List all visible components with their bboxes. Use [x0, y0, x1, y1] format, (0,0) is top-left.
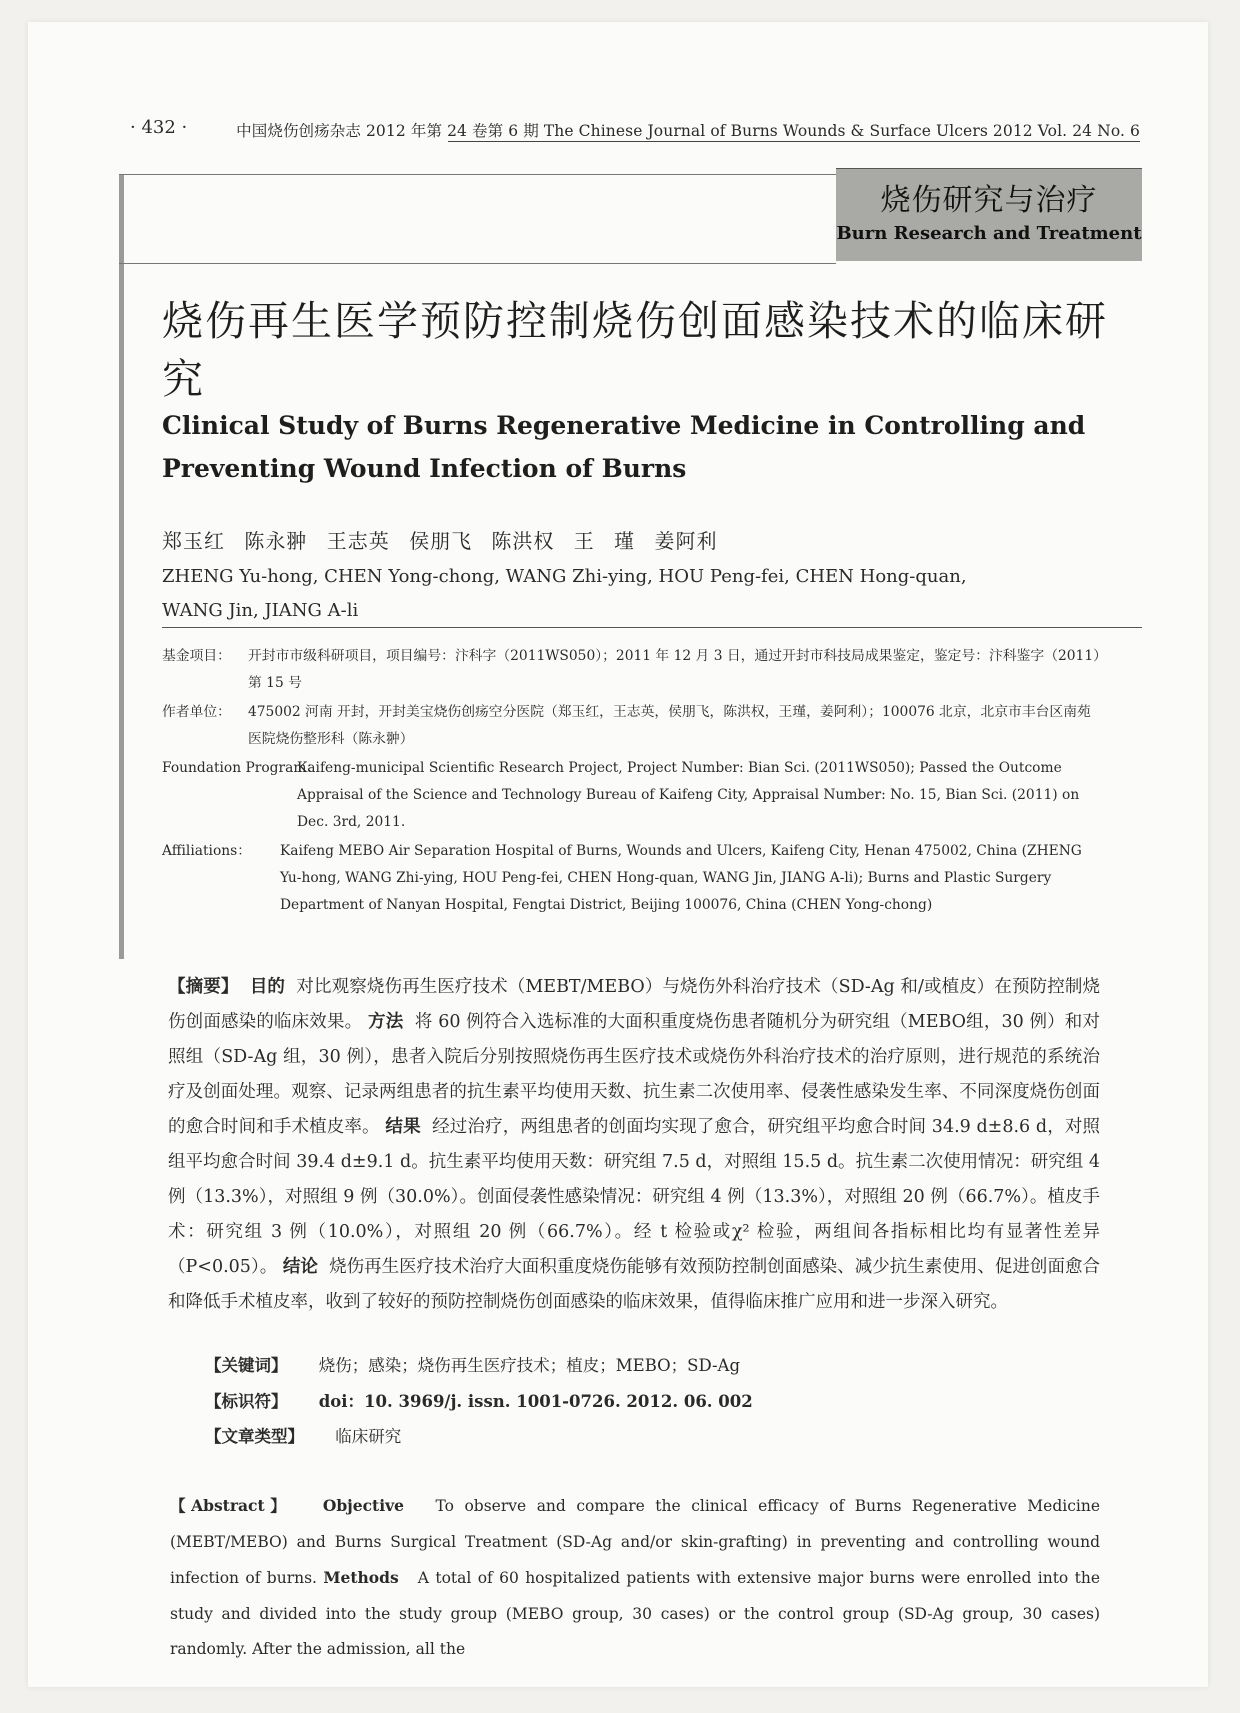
objective-zh-label: 目的	[249, 977, 286, 997]
objective-zh-text: 对比观察烧伤再生医疗技术（MEBT/MEBO）与烧伤外科治疗技术（SD-Ag 和/或植皮）在预防控制烧伤创面感染的临床效果。	[168, 977, 1100, 1032]
unit-label: 作者单位：	[162, 704, 231, 720]
objective-en-text: To observe and compare the clinical efficacy of Burns Regenerative Medicine (MEBT/MEBO) and Burns Surgical Treatment (SD-Ag and/or skin-grafting) in preventing and controlling wound infection of burns.	[170, 1497, 1100, 1587]
abstract-zh	[168, 970, 1100, 1320]
section-title-en: Burn Research and Treatment	[836, 223, 1142, 244]
article-type-value: 临床研究	[335, 1427, 402, 1446]
foundation-block	[162, 755, 1102, 836]
conclusion-zh-text: 烧伤再生医疗技术治疗大面积重度烧伤能够有效预防控制创面感染、减少抗生素使用、促进创面愈合和降低手术植皮率，收到了较好的预防控制烧伤创面感染的临床效果，值得临床推广应用和进一步深入研究。	[168, 1257, 1100, 1312]
journal-line: 中国烧伤创疡杂志 2012 年第 24 卷第 6 期 The Chinese Journal of Burns Wounds & Surface Ulcers 2012 Vol. 24 No. 6	[236, 122, 1140, 140]
results-zh-label: 结果	[385, 1117, 421, 1137]
unit-block	[162, 699, 1102, 753]
article-type-line	[205, 1423, 401, 1447]
methods-zh-label: 方法	[368, 1012, 404, 1032]
methods-en-label: Methods	[323, 1568, 399, 1587]
header-rule	[448, 141, 1140, 142]
fund-label: 基金项目：	[162, 648, 231, 664]
results-zh-text: 经过治疗，两组患者的创面均实现了愈合，研究组平均愈合时间 34.9 d±8.6 d，对照组平均愈合时间 39.4 d±9.1 d。抗生素平均使用天数：研究组 7.5 d，对照组 15.5 d。抗生素二次使用情况：研究组 4 例（13.3%），对照组 9 例（30.0%）。创面侵袭性感染情况：研究组 4 例（13.3%），对照组 20 例（66.7%）。植皮手术：研究组 3 例（10.0%），对照组 20 例（66.7%）。经 t 检验或χ² 检验，两组间各指标相比均有显著性差异（P<0.05）。	[168, 1117, 1101, 1277]
affiliation-block	[162, 838, 1102, 919]
running-header	[130, 117, 1140, 143]
objective-en-label: Objective	[322, 1496, 404, 1515]
foundation-label: Foundation Program：	[162, 760, 321, 776]
affiliation-text: Kaifeng MEBO Air Separation Hospital of Burns, Wounds and Ulcers, Kaifeng City, Henan 475002, China (ZHENG Yu-hong, WANG Zhi-ying, HOU Peng-fei, CHEN Hong-quan, WANG Jin, JIANG A-li); Burns and Plastic Surgery Department of Nanyan Hospital, Fengtai District, Beijing 100076, China (CHEN Yong-chong)	[280, 843, 1082, 913]
section-title-zh: 烧伤研究与治疗	[880, 183, 1098, 218]
unit-text: 475002 河南 开封，开封美宝烧伤创疡空分医院（郑玉红，王志英，侯朋飞，陈洪权，王瑾，姜阿利）；100076 北京，北京市丰台区南苑医院烧伤整形科（陈永翀）	[248, 704, 1091, 747]
keywords-line	[205, 1352, 740, 1376]
abstract-en	[170, 1488, 1100, 1668]
keywords-value: 烧伤；感染；烧伤再生医疗技术；植皮；MEBO；SD-Ag	[318, 1356, 741, 1375]
identifier-line	[205, 1388, 753, 1412]
page-number: · 432 ·	[130, 117, 188, 138]
article-type-label: 【文章类型】	[205, 1427, 304, 1446]
section-box	[836, 168, 1142, 261]
affiliation-label: Affiliations：	[162, 843, 252, 859]
fund-text: 开封市市级科研项目，项目编号：汴科字（2011WS050）；2011 年 12 月 3 日，通过开封市科技局成果鉴定，鉴定号：汴科鉴字（2011）第 15 号	[248, 648, 1101, 691]
article-title-zh: 烧伤再生医学预防控制烧伤创面感染技术的临床研究	[162, 297, 1108, 403]
methods-zh-text: 将 60 例符合入选标准的大面积重度烧伤患者随机分为研究组（MEBO组，30 例）和对照组（SD-Ag 组，30 例），患者入院后分别按照烧伤再生医疗技术或烧伤外科治疗技术的治疗原则，进行规范的系统治疗及创面处理。观察、记录两组患者的抗生素平均使用天数、抗生素二次使用率、侵袭性感染发生率、不同深度烧伤创面的愈合时间和手术植皮率。	[168, 1012, 1100, 1137]
conclusion-zh-label: 结论	[282, 1257, 318, 1277]
article-title-en: Clinical Study of Burns Regenerative Medicine in Controlling and Preventing Wound Infection of Burns	[162, 411, 1086, 483]
title-block-rule-top	[119, 174, 836, 175]
title-block-rule-bottom	[119, 263, 836, 264]
abstract-en-label: 【Abstract】	[170, 1496, 292, 1515]
methods-en-text: A total of 60 hospitalized patients with extensive major burns were enrolled into the study and divided into the study group (MEBO group, 30 cases) or the control group (SD-Ag group, 30 cases) randomly. After the admission, all the	[170, 1569, 1100, 1658]
authors-zh: 郑玉红 陈永翀 王志英 侯朋飞 陈洪权 王 瑾 姜阿利	[162, 529, 718, 553]
title-block-bar	[119, 174, 124, 959]
foundation-text: Kaifeng-municipal Scientific Research Project, Project Number: Bian Sci. (2011WS050); Passed the Outcome Appraisal of the Science and Technology Bureau of Kaifeng City, Appraisal Number: No. 15, Bian Sci. (2011) on Dec. 3rd, 2011.	[297, 760, 1080, 830]
doi-value: doi：10. 3969/j. issn. 1001-0726. 2012. 06. 002	[318, 1392, 753, 1411]
keywords-label: 【关键词】	[205, 1356, 288, 1375]
authors-en: ZHENG Yu-hong, CHEN Yong-chong, WANG Zhi-ying, HOU Peng-fei, CHEN Hong-quan, WANG Jin, JIANG A-li	[162, 566, 967, 621]
identifier-label: 【标识符】	[205, 1392, 288, 1411]
meta-rule	[162, 627, 1142, 628]
abstract-zh-label: 【摘要】	[168, 977, 239, 997]
fund-block	[162, 643, 1102, 697]
